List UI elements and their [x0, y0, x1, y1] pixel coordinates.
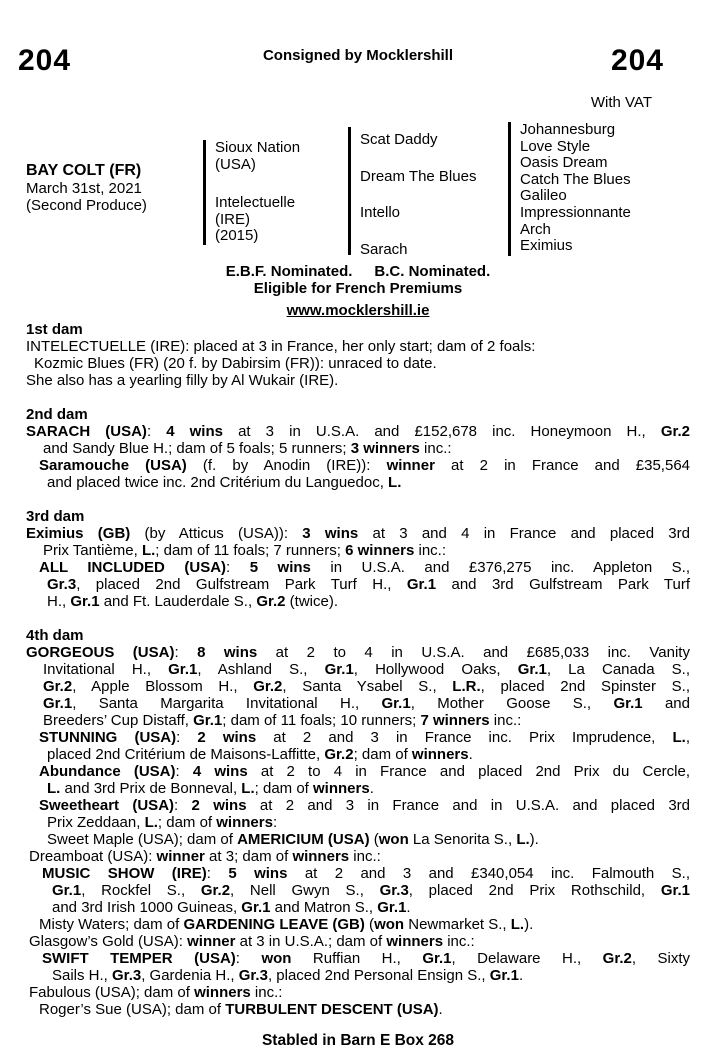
text-run: 8 wins: [197, 644, 258, 661]
text-run: :: [272, 814, 278, 831]
dam-section: [26, 406, 690, 491]
text-run: 4 wins: [192, 763, 248, 780]
text-run: (f. by Anodin (IRE)):: [186, 457, 387, 474]
pedigree-name: Intello: [360, 204, 401, 221]
lot-number-right: 204: [610, 44, 664, 77]
text-run: L.: [144, 814, 158, 831]
text-run: at 2 to 4 in France and placed 2nd Prix du Cercle,: [247, 763, 691, 780]
catalog-line: [26, 899, 690, 916]
text-run: Gr.2: [253, 678, 283, 695]
catalog-line: [26, 440, 690, 457]
lot-number-left: 204: [18, 44, 72, 77]
subject-foaling-date: March 31st, 2021: [26, 179, 142, 197]
pedigree-name: Sarach: [360, 240, 408, 258]
text-run: Gr.2: [43, 678, 73, 695]
text-run: (by Atticus (USA)):: [130, 525, 303, 542]
text-run: H.,: [47, 593, 71, 610]
text-run: :: [174, 644, 198, 661]
text-run: Roger’s Sue (USA); dam of: [39, 1001, 226, 1018]
text-run: Invitational H.,: [43, 661, 169, 678]
catalog-line: [26, 338, 690, 355]
text-run: and: [642, 695, 690, 712]
text-run: Gr.1: [613, 695, 643, 712]
text-run: , Ashland S.,: [197, 661, 325, 678]
dam-heading: 2nd dam: [26, 406, 88, 423]
pedigree-gen3-column: [508, 122, 690, 256]
text-run: Gr.3: [379, 882, 409, 899]
dam-section: [26, 627, 690, 1018]
text-run: MUSIC SHOW (IRE): [42, 865, 207, 882]
text-run: Gr.1: [43, 695, 73, 712]
text-run: L.: [672, 729, 686, 746]
catalog-line: [26, 984, 690, 1001]
ebf-nominated: E.B.F. Nominated.: [225, 263, 353, 280]
pedigree-name: (2015): [215, 227, 259, 244]
text-run: Gr.1: [168, 661, 198, 678]
text-run: Ruffian H.,: [291, 950, 423, 967]
text-run: GORGEOUS (USA): [26, 644, 175, 661]
text-run: winners: [194, 984, 251, 1001]
catalog-line: [26, 559, 690, 576]
text-run: 6 winners: [345, 542, 415, 559]
text-run: in U.S.A. and £376,275 inc. Appleton S.,: [310, 559, 691, 576]
catalog-line: [26, 814, 690, 831]
pedigree-name: Sioux Nation: [215, 139, 301, 156]
text-run: Gr.1: [489, 967, 519, 984]
catalog-line: [26, 916, 690, 933]
text-run: :: [175, 763, 193, 780]
pedigree-name: Impressionnante: [520, 203, 631, 221]
text-run: .: [518, 967, 524, 984]
text-run: L.: [510, 916, 525, 933]
text-run: inc.:: [443, 933, 475, 950]
text-run: inc.:: [419, 440, 452, 457]
subject-name: BAY COLT (FR): [26, 162, 142, 179]
text-run: INTELECTUELLE (IRE): placed at 3 in France, her only start; dam of 2 foals:: [26, 338, 536, 355]
text-run: Gr.1: [324, 661, 354, 678]
text-run: ).: [524, 916, 534, 933]
text-run: winner: [386, 457, 435, 474]
text-run: 4 wins: [166, 423, 223, 440]
consignor: Consigned by Mocklershill: [262, 47, 454, 64]
text-run: won: [374, 916, 405, 933]
text-run: .: [468, 746, 473, 763]
text-run: :: [176, 729, 198, 746]
text-run: :: [226, 559, 250, 576]
text-run: (twice).: [285, 593, 338, 610]
text-run: 5 wins: [249, 559, 311, 576]
text-run: Gr.1: [406, 576, 437, 593]
catalog-line: [26, 457, 690, 474]
text-run: :: [206, 865, 229, 882]
text-run: Misty Waters; dam of: [39, 916, 184, 933]
catalog-line: [26, 848, 690, 865]
catalog-line: [26, 576, 690, 593]
catalog-line: [26, 950, 690, 967]
text-run: Gr.2: [660, 423, 690, 440]
text-run: , Nell Gwyn S.,: [230, 882, 380, 899]
text-run: L.R.: [452, 678, 481, 695]
pedigree-name: Galileo: [520, 187, 567, 205]
pedigree-ancestor: [215, 195, 348, 245]
subject-produce-note: (Second Produce): [26, 197, 147, 214]
text-run: at 3; dam of: [204, 848, 293, 865]
text-run: placed 2nd Critérium de Maisons-Laffitte,: [47, 746, 325, 763]
text-run: :: [235, 950, 262, 967]
text-run: (: [364, 916, 375, 933]
pedigree-name: Arch: [520, 220, 551, 238]
text-run: Eximius (GB): [26, 525, 131, 542]
catalog-line: [26, 355, 690, 372]
catalog-line: [26, 933, 690, 950]
catalog-line: [26, 644, 690, 661]
text-run: L.: [141, 542, 156, 559]
text-run: Gr.2: [324, 746, 354, 763]
text-run: winners: [292, 848, 350, 865]
text-run: L.: [47, 780, 61, 797]
text-run: 3 wins: [302, 525, 359, 542]
french-premiums-note: Eligible for French Premiums: [253, 280, 463, 297]
text-run: Prix Zeddaan,: [47, 814, 145, 831]
catalog-line: [26, 882, 690, 899]
text-run: , Mother Goose S.,: [410, 695, 614, 712]
text-run: Sweet Maple (USA); dam of: [47, 831, 238, 848]
text-run: inc.:: [349, 848, 381, 865]
text-run: Sails H.,: [52, 967, 113, 984]
text-run: won: [261, 950, 292, 967]
text-run: Gr.2: [602, 950, 632, 967]
text-run: , Apple Blossom H.,: [72, 678, 254, 695]
text-run: and Ft. Lauderdale S.,: [99, 593, 257, 610]
text-run: ; dam of: [157, 814, 217, 831]
catalog-line: [26, 542, 690, 559]
text-run: Breeders’ Cup Distaff,: [43, 712, 194, 729]
pedigree-gen1-column: [203, 140, 348, 245]
stabling-note: Stabled in Barn E Box 268: [261, 1032, 455, 1049]
text-run: at 3 and 4 in France and placed 3rd: [358, 525, 690, 542]
text-run: AMERICIUM (USA): [237, 831, 370, 848]
text-run: at 3 in U.S.A.; dam of: [235, 933, 387, 950]
text-run: :: [146, 423, 167, 440]
text-run: and Matron S.,: [270, 899, 378, 916]
text-run: , Gardenia H.,: [141, 967, 239, 984]
text-run: Gr.1: [422, 950, 452, 967]
text-run: Gr.1: [381, 695, 411, 712]
text-run: ).: [529, 831, 539, 848]
pedigree-ancestor: [215, 140, 348, 173]
text-run: Gr.3: [112, 967, 142, 984]
text-run: and 3rd Prix de Bonneval,: [60, 780, 242, 797]
text-run: 7 winners: [420, 712, 490, 729]
nomination-notices: [26, 263, 690, 319]
catalog-line: [26, 967, 690, 984]
text-run: Gr.1: [377, 899, 407, 916]
pedigree-name: Johannesburg: [520, 121, 616, 138]
catalog-line: [26, 474, 690, 491]
text-run: Gr.1: [52, 882, 82, 899]
text-run: winners: [216, 814, 273, 831]
text-run: Gr.1: [517, 661, 547, 678]
text-run: , placed 2nd Gulfstream Park Turf H.,: [76, 576, 407, 593]
text-run: , Hollywood Oaks,: [353, 661, 518, 678]
text-run: winner: [156, 848, 205, 865]
text-run: winner: [187, 933, 236, 950]
text-run: 2 wins: [197, 729, 257, 746]
text-run: Sweetheart (USA): [39, 797, 175, 814]
vat-note: With VAT: [590, 94, 652, 111]
text-run: , Delaware H.,: [451, 950, 603, 967]
text-run: (: [369, 831, 379, 848]
text-run: SWIFT TEMPER (USA): [42, 950, 236, 967]
text-run: at 2 and 3 and £340,054 inc. Falmouth S.,: [287, 865, 690, 882]
catalog-line: [26, 661, 690, 678]
text-run: Fabulous (USA); dam of: [29, 984, 195, 1001]
website-link[interactable]: www.mocklershill.ie: [286, 302, 430, 319]
pedigree-name: Love Style: [520, 137, 591, 155]
text-run: Gr.1: [660, 882, 690, 899]
catalog-line: [26, 831, 690, 848]
pedigree-gen2-column: [348, 127, 508, 258]
text-run: won: [378, 831, 409, 848]
text-run: inc.:: [414, 542, 446, 559]
text-run: Newmarket S.,: [404, 916, 511, 933]
text-run: Kozmic Blues (FR) (20 f. by Dabirsim (FR)): unraced to date.: [34, 355, 437, 372]
pedigree-name: Scat Daddy: [360, 131, 438, 148]
text-run: at 2 and 3 in France and in U.S.A. and placed 3rd: [246, 797, 691, 814]
text-run: at 2 in France and £35,564: [434, 457, 691, 474]
text-run: Gr.3: [47, 576, 77, 593]
dam-section: [26, 321, 690, 389]
text-run: ; dam of 11 foals; 10 runners;: [222, 712, 421, 729]
text-run: ; dam of: [254, 780, 313, 797]
pedigree-name: Oasis Dream: [520, 154, 608, 172]
catalog-line: [26, 423, 690, 440]
text-run: and placed twice inc. 2nd Critérium du Languedoc,: [47, 474, 389, 491]
bc-nominated: B.C. Nominated.: [374, 263, 491, 280]
catalog-line: [26, 712, 690, 729]
text-run: 2 wins: [191, 797, 247, 814]
text-run: 3 winners: [350, 440, 420, 457]
dam-section: [26, 508, 690, 610]
pedigree-name: Catch The Blues: [520, 170, 631, 188]
text-run: winners: [313, 780, 370, 797]
catalog-line: [26, 593, 690, 610]
text-run: Gr.2: [256, 593, 286, 610]
pedigree-name: Dream The Blues: [360, 167, 477, 185]
text-run: .: [369, 780, 374, 797]
text-run: :: [174, 797, 192, 814]
catalog-line: [26, 763, 690, 780]
text-run: at 3 in U.S.A. and £152,678 inc. Honeymoon H.,: [222, 423, 661, 440]
text-run: GARDENING LEAVE (GB): [183, 916, 365, 933]
text-run: winners: [386, 933, 444, 950]
text-run: inc.:: [250, 984, 283, 1001]
text-run: L.: [516, 831, 530, 848]
text-run: and 3rd Gulfstream Park Turf: [436, 576, 691, 593]
text-run: Saramouche (USA): [39, 457, 187, 474]
website-line: [26, 302, 690, 319]
text-run: Dreamboat (USA):: [29, 848, 157, 865]
catalog-line: [26, 1001, 690, 1018]
catalog-line: [26, 372, 690, 389]
text-run: at 2 and 3 in France inc. Prix Imprudence,: [256, 729, 673, 746]
text-run: , La Canada S.,: [546, 661, 691, 678]
text-run: , placed 2nd Prix Rothschild,: [408, 882, 661, 899]
catalog-line: [26, 797, 690, 814]
text-run: SARACH (USA): [26, 423, 147, 440]
pedigree-name: Intelectuelle: [215, 194, 296, 211]
text-run: at 2 to 4 in U.S.A. and £685,033 inc. Vanity: [257, 644, 690, 661]
text-run: Gr.1: [193, 712, 223, 729]
nomination-line: [26, 263, 690, 280]
dam-heading: 1st dam: [26, 321, 83, 338]
text-run: winners: [411, 746, 469, 763]
text-run: TURBULENT DESCENT (USA): [225, 1001, 439, 1018]
text-run: ALL INCLUDED (USA): [39, 559, 227, 576]
text-run: , Sixty: [631, 950, 691, 967]
text-run: .: [406, 899, 411, 916]
catalog-line: [26, 678, 690, 695]
dam-heading: 4th dam: [26, 627, 84, 644]
dam-heading: 3rd dam: [26, 508, 85, 525]
text-run: Gr.2: [200, 882, 231, 899]
text-run: Abundance (USA): [39, 763, 176, 780]
text-run: 5 wins: [228, 865, 288, 882]
pedigree-subject: [26, 120, 203, 262]
text-run: ; dam of: [353, 746, 412, 763]
text-run: .: [438, 1001, 443, 1018]
text-run: Glasgow’s Gold (USA):: [29, 933, 188, 950]
text-run: Gr.1: [70, 593, 100, 610]
text-run: , Santa Margarita Invitational H.,: [72, 695, 382, 712]
text-run: STUNNING (USA): [39, 729, 177, 746]
text-run: She also has a yearling filly by Al Wukair (IRE).: [26, 372, 339, 389]
text-run: Gr.3: [238, 967, 268, 984]
text-run: La Senorita S.,: [408, 831, 517, 848]
text-run: L.: [241, 780, 255, 797]
catalog-line: [26, 746, 690, 763]
text-run: ,: [685, 729, 690, 746]
text-run: and Sandy Blue H.; dam of 5 foals; 5 runners;: [43, 440, 351, 457]
text-run: ; dam of 11 foals; 7 runners;: [155, 542, 346, 559]
text-run: L.: [388, 474, 402, 491]
catalog-line: [26, 525, 690, 542]
pedigree-table: [26, 120, 690, 262]
text-run: , Rockfel S.,: [81, 882, 201, 899]
text-run: , placed 2nd Personal Ensign S.,: [267, 967, 490, 984]
pedigree-text-body: [26, 321, 690, 1018]
catalog-line: [26, 780, 690, 797]
pedigree-name: Eximius: [520, 237, 573, 255]
text-run: , Santa Ysabel S.,: [282, 678, 453, 695]
text-run: Prix Tantième,: [43, 542, 142, 559]
text-run: and 3rd Irish 1000 Guineas,: [52, 899, 242, 916]
text-run: inc.:: [489, 712, 522, 729]
pedigree-name: (USA): [215, 155, 256, 173]
catalog-line: [26, 865, 690, 882]
catalog-line: [26, 695, 690, 712]
catalog-line: [26, 729, 690, 746]
text-run: , placed 2nd Spinster S.,: [480, 678, 690, 695]
text-run: Gr.1: [241, 899, 271, 916]
pedigree-name: (IRE): [215, 210, 250, 228]
